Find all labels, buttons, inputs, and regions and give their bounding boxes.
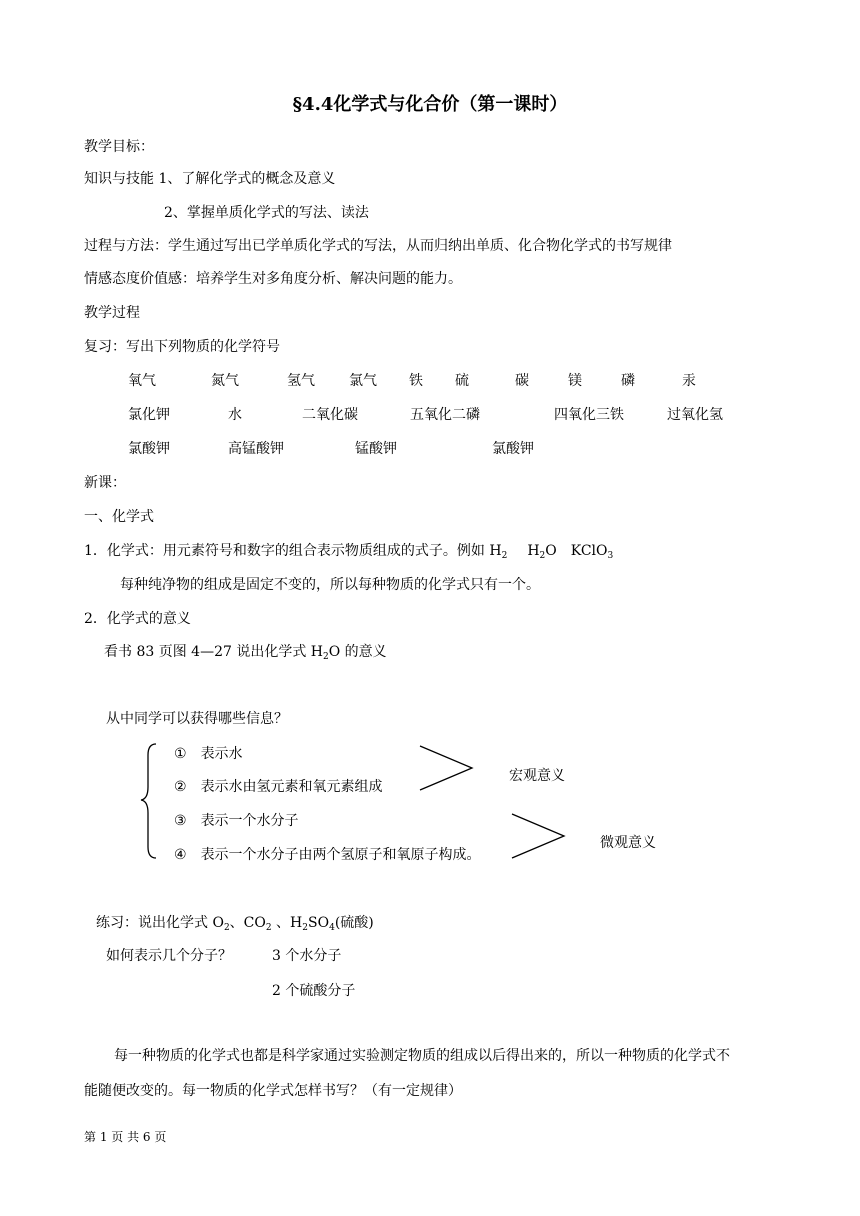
section-heading: 一、化学式 [84,509,154,525]
practice-text: 练习：说出化学式 O [96,915,224,931]
objectives-heading: 教学目标： [84,139,154,155]
definition-text: 化学式：用元素符号和数字的组合表示物质组成的式子。例如 H [106,543,502,559]
practice-text: 、CO [229,915,266,931]
practice-text: SO [308,915,330,931]
review-item: 氯酸钾 [492,441,534,457]
meaning-text: 表示水由氢元素和氧元素组成 [200,779,383,795]
page-footer: 第 1 页 共 6 页 [84,1130,167,1144]
paragraph-line: 每一种物质的化学式也都是科学家通过实验测定物质的组成以后得出来的，所以一种物质的化学式不 [114,1048,730,1064]
emotion-objective: 情感态度价值感：培养学生对多角度分析、解决问题的能力。 [84,271,462,287]
process-objective: 过程与方法：学生通过写出已学单质化学式的写法，从而归纳出单质、化合物化学式的书写规律 [84,238,672,254]
meaning-number: ④ [174,847,187,863]
molecules-example: 2 个硫酸分子 [272,983,356,999]
curly-brace-icon [138,741,160,861]
meaning-number: ③ [174,813,187,829]
page-title: §4.4化学式与化合价（第一课时） [292,94,568,115]
book-line-text: 看书 83 页图 4—27 说出化学式 H [104,644,323,660]
meaning-item [174,778,383,796]
macro-converge-icon [418,744,474,794]
formula-subscript: 2 [501,551,508,561]
review-item: 锰酸钾 [355,441,397,457]
knowledge-objective-2: 2、掌握单质化学式的写法、读法 [164,205,369,221]
meaning-text: 表示一个水分子 [200,813,299,829]
review-line: 复习：写出下列物质的化学符号 [84,339,280,355]
meaning-item [174,846,481,864]
formula-kclo3: KClO [570,543,608,559]
review-item: 氯气 [349,373,377,389]
formula-subscript: 3 [607,551,614,561]
molecules-question: 如何表示几个分子？ [106,948,232,964]
micro-converge-icon [510,812,566,862]
info-question: 从中同学可以获得哪些信息？ [106,711,288,727]
meaning-item [174,745,243,763]
process-heading: 教学过程 [84,305,140,321]
practice-text: 、H [271,915,303,931]
review-item: 氮气 [211,373,239,389]
molecules-example: 3 个水分子 [272,948,342,964]
book-line [104,643,387,661]
new-lesson-heading: 新课： [84,475,126,491]
review-item: 磷 [621,373,635,389]
review-item: 氯酸钾 [128,441,170,457]
meaning-item [174,812,299,830]
review-item: 碳 [515,373,529,389]
review-item: 五氧化二磷 [410,407,480,423]
paragraph-line: 能随便改变的。每一物质的化学式怎样书写？（有一定规律） [84,1083,462,1099]
practice-line [96,914,374,932]
review-item: 高锰酸钾 [228,441,284,457]
formula-h2o: H [527,543,540,559]
review-item: 过氧化氢 [667,407,723,423]
definition-line [84,542,613,560]
meaning-heading: 2．化学式的意义 [84,611,191,627]
review-item: 氢气 [287,373,315,389]
review-item: 氯化钾 [128,407,170,423]
review-item: 氧气 [128,373,156,389]
meaning-number: ② [174,779,187,795]
review-item: 四氧化三铁 [554,407,624,423]
meaning-text: 表示一个水分子由两个氢原子和氧原子构成。 [200,847,481,863]
review-item: 二氧化碳 [302,407,358,423]
formula-h2o-tail: O [545,543,557,559]
review-item: 硫 [455,373,469,389]
micro-label: 微观意义 [600,835,656,851]
review-item: 镁 [568,373,582,389]
formula-subscript: 2 [323,652,329,662]
review-item: 水 [228,407,242,423]
review-item: 汞 [682,373,696,389]
formula-subscript: 4 [329,923,335,933]
knowledge-objective-1: 知识与技能 1、了解化学式的概念及意义 [84,171,336,187]
formula-subscript: 2 [539,551,546,561]
macro-label: 宏观意义 [509,768,565,784]
meaning-text: 表示水 [200,746,243,762]
formula-subscript: 2 [265,923,272,933]
formula-subscript: 2 [223,923,230,933]
review-item: 铁 [409,373,423,389]
formula-subscript: 2 [302,923,309,933]
meaning-number: ① [174,746,187,762]
practice-text: (硫酸) [334,915,374,931]
definition-num: 1． [84,543,107,559]
definition-note: 每种纯净物的组成是固定不变的，所以每种物质的化学式只有一个。 [120,577,540,593]
book-line-tail: O 的意义 [328,644,387,660]
